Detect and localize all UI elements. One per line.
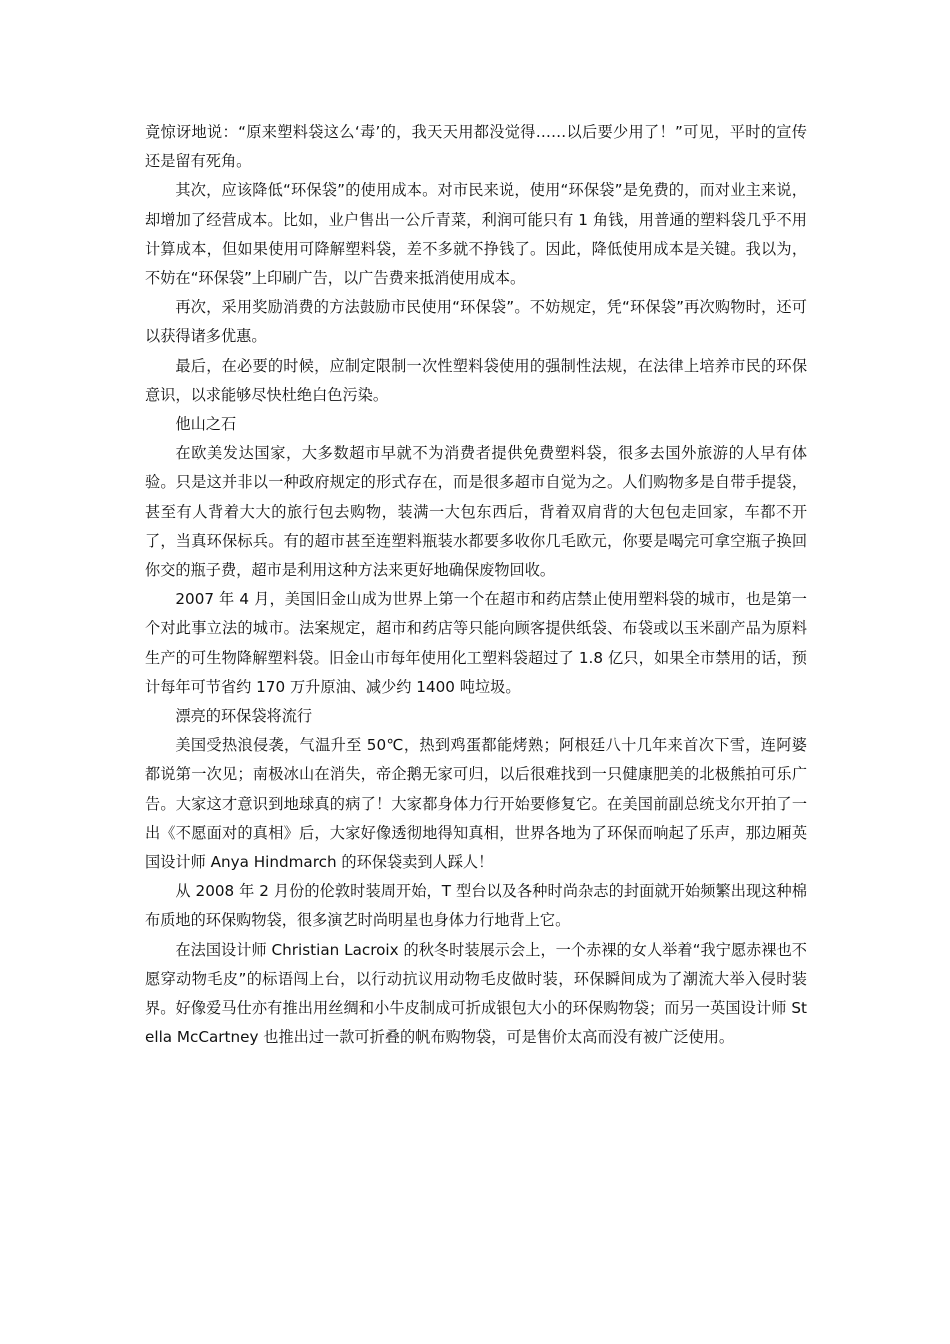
- paragraph-lacroix: 在法国设计师 Christian Lacroix 的秋冬时装展示会上，一个赤裸的女人举着“我宁愿赤裸也不愿穿动物毛皮”的标语闯上台，以行动抗议用动物毛皮做时装，环保瞬间成为了潮流大举入侵时装界。好像爱马仕亦有推出用丝绸和小牛皮制成可折成银包大小的环保购物袋；而另一英国设计师 Stella McCartney 也推出过一款可折叠的帆布购物袋，可是售价太高而没有被广泛使用。: [145, 940, 807, 1047]
- section-heading-eco-bag-trend: 漂亮的环保袋将流行: [175, 707, 313, 726]
- paragraph-third-point: 再次，采用奖励消费的方法鼓励市民使用“环保袋”。不妨规定，凭“环保袋”再次购物时，还可以获得诸多优惠。: [145, 298, 807, 346]
- document-page: [145, 118, 807, 1053]
- paragraph-europe-america: 在欧美发达国家，大多数超市早就不为消费者提供免费塑料袋，很多去国外旅游的人早有体验。只是这并非以一种政府规定的形式存在，而是很多超市自觉为之。人们购物多是自带手提袋，甚至有人背着大大的旅行包去购物，装满一大包东西后，背着双肩背的大包包走回家，车都不开了，当真环保标兵。有的超市甚至连塑料瓶装水都要多收你几毛欧元，你要是喝完可拿空瓶子换回你交的瓶子费，超市是利用这种方法来更好地确保废物回收。: [145, 444, 807, 580]
- paragraph-continuation: 竟惊讶地说：“原来塑料袋这么‘毒’的，我天天用都没觉得……以后要少用了！”可见，平时的宣传还是留有死角。: [145, 123, 807, 171]
- paragraph-climate: 美国受热浪侵袭，气温升至 50℃，热到鸡蛋都能烤熟；阿根廷八十几年来首次下雪，连阿婆都说第一次见；南极冰山在消失，帝企鹅无家可归，以后很难找到一只健康肥美的北极熊拍可乐广告。大家这才意识到地球真的病了！大家都身体力行开始要修复它。在美国前副总统戈尔开拍了一出《不愿面对的真相》后，大家好像透彻地得知真相，世界各地为了环保而响起了乐声，那边厢英国设计师 Anya Hindmarch 的环保袋卖到人踩人！: [145, 736, 807, 872]
- paragraph-final-point: 最后，在必要的时候，应制定限制一次性塑料袋使用的强制性法规，在法律上培养市民的环保意识，以求能够尽快杜绝白色污染。: [145, 356, 807, 404]
- paragraph-san-francisco: 2007 年 4 月，美国旧金山成为世界上第一个在超市和药店禁止使用塑料袋的城市，也是第一个对此事立法的城市。法案规定，超市和药店等只能向顾客提供纸袋、布袋或以玉米副产品为原料生产的可生物降解塑料袋。旧金山市每年使用化工塑料袋超过了 1.8 亿只，如果全市禁用的话，预计每年可节省约 170 万升原油、减少约 1400 吨垃圾。: [145, 590, 807, 696]
- paragraph-london-fashion-week: 从 2008 年 2 月份的伦敦时装周开始，T 型台以及各种时尚杂志的封面就开始频繁出现这种棉布质地的环保购物袋，很多演艺时尚明星也身体力行地背上它。: [145, 882, 807, 930]
- section-heading-other-countries: 他山之石: [175, 415, 237, 434]
- paragraph-second-point: 其次，应该降低“环保袋”的使用成本。对市民来说，使用“环保袋”是免费的，而对业主来说，却增加了经营成本。比如，业户售出一公斤青菜，利润可能只有 1 角钱，用普通的塑料袋几乎不用计算成本，但如果使用可降解塑料袋，差不多就不挣钱了。因此，降低使用成本是关键。我以为，不妨在“环保袋”上印刷广告，以广告费来抵消使用成本。: [145, 181, 807, 288]
